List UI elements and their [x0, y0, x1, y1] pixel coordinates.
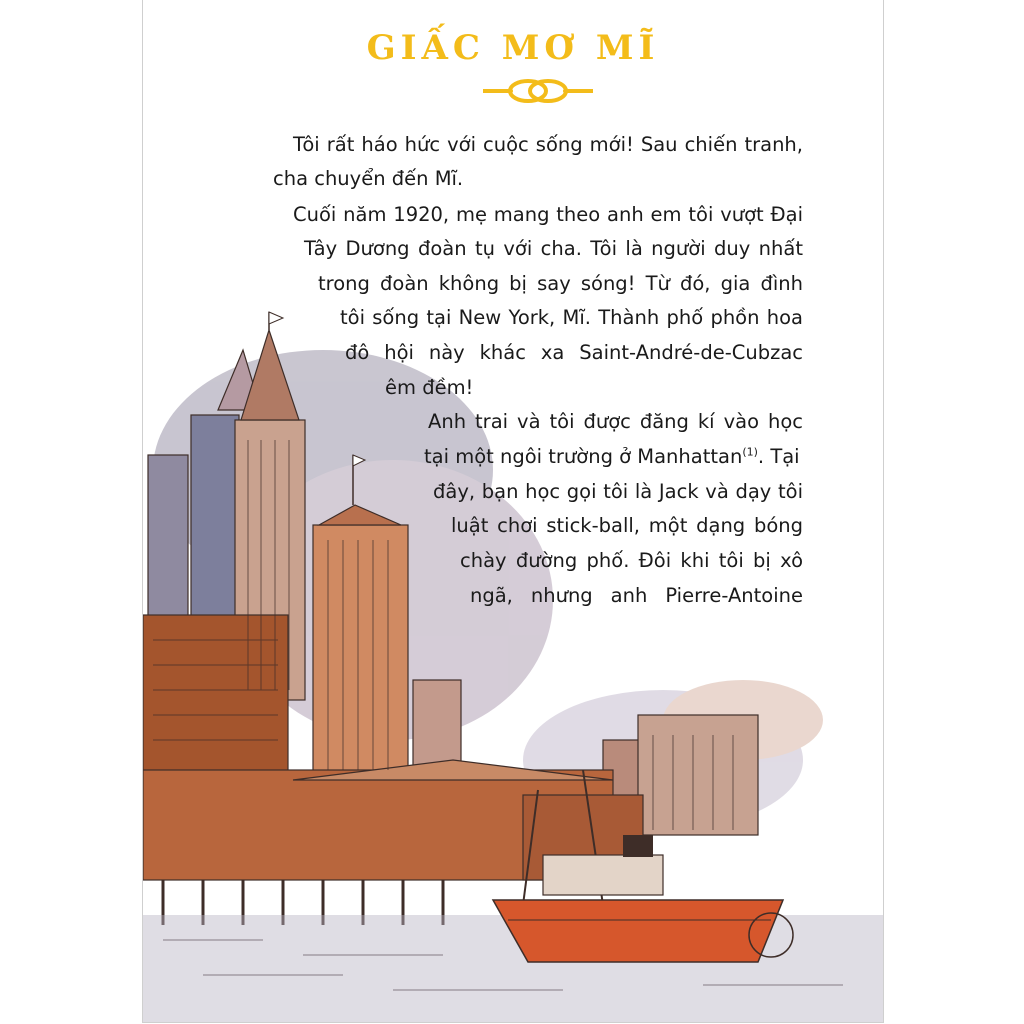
text-segment: . Tại [757, 445, 800, 468]
text-line: Tôi rất háo hức với cuộc sống mới! Sau chiến tranh, [293, 133, 803, 156]
text-line: êm đềm! [385, 376, 474, 399]
text-line: Tây Dương đoàn tụ với cha. Tôi là người duy nhất [304, 237, 803, 260]
text-line: tôi sống tại New York, Mĩ. Thành phố phồn hoa [340, 306, 803, 329]
text-line: chày đường phố. Đôi khi tôi bị xô [460, 549, 803, 572]
text-segment: tại một ngôi trường ở Manhattan [424, 445, 743, 468]
text-line: luật chơi stick-ball, một dạng bóng [451, 514, 803, 537]
text-line: đây, bạn học gọi tôi là Jack và dạy tôi [433, 480, 803, 503]
story-text [143, 0, 883, 620]
text-line: ngã, nhưng anh Pierre-Antoine [470, 584, 803, 607]
text-line: trong đoàn không bị say sóng! Từ đó, gia đình [318, 272, 803, 295]
text-line [424, 440, 803, 474]
text-line: đô hội này khác xa Saint-André-de-Cubzac [345, 341, 803, 364]
chapter-title: GIẤC MƠ MĨ [366, 28, 660, 68]
text-line: cha chuyển đến Mĩ. [273, 167, 464, 190]
text-line: Anh trai và tôi được đăng kí vào học [428, 410, 803, 433]
footnote-marker: (1) [742, 445, 758, 459]
book-page [142, 0, 884, 1023]
text-line: Cuối năm 1920, mẹ mang theo anh em tôi vượt Đại [293, 203, 803, 226]
